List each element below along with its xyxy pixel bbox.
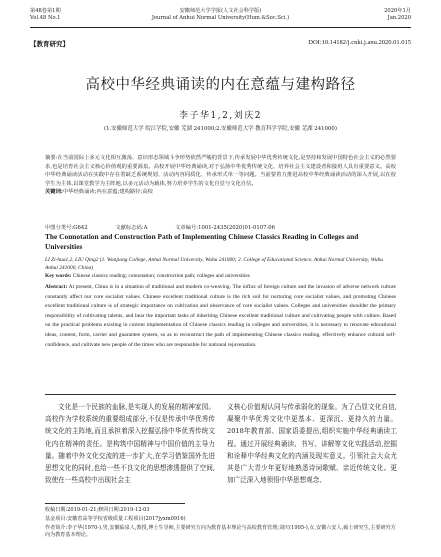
english-keywords-label: Key words: bbox=[45, 273, 72, 279]
volume-cn: 第48卷第1期 bbox=[30, 8, 61, 14]
issue-date-en: Jan.2020 bbox=[387, 15, 411, 21]
header-rule bbox=[30, 27, 411, 28]
chinese-abstract bbox=[45, 154, 396, 197]
chinese-keywords-label: 关键词: bbox=[45, 189, 63, 195]
english-abstract bbox=[45, 283, 396, 350]
classification-row bbox=[45, 223, 396, 231]
article-title: 高校中华经典诵读的内在意蕴与建构路径 bbox=[85, 77, 356, 93]
volume-en: Vol.48 No.1 bbox=[30, 15, 61, 21]
english-keywords-text: Chinese classics reading; connotation; construction path; colleges and universities bbox=[72, 273, 250, 279]
english-keywords bbox=[45, 273, 396, 279]
footnote-received: 收稿日期:2019-01-21;修回日期:2019-12-03 bbox=[45, 507, 150, 513]
english-abstract-text: At present, China is in a situation of traditional and modern co-weaving. The influx of foreign culture and the invasion of adverse network culture constantly affect our core socialist values. Chinese excellent traditional culture is the rich soil for nurturing core socialist values, and promoting Chinese excellent traditional culture is of strategic importance on cultivation and observance of core socialist values. Colleges and universities shoulder the primary responsibility of cultivating talents, and bear the important tasks of inheriting Chinese excellent traditional culture and cultivating people with culture. Based on the practical problems existing in current implementation of Chinese classics reading in colleges and universities, it is necessary to renovate educational ideas, content, form, carrier and guarantee system, so as to reconstruct the path of implementing Chinese classics reading, effectively enhance cultural self-confidence, and cultivate new people of the times who are responsible for national rejuvenation. bbox=[45, 284, 396, 348]
clc-number: 中图分类号:G642 bbox=[45, 225, 88, 231]
document-code: 文献标志码:A bbox=[115, 225, 148, 231]
english-title: The Connotation and Construction Path of Implementing Chinese Classics Reading in Colleges and Universities bbox=[45, 232, 359, 251]
footnote-author: 作者简介:李子华(1970-),男,安徽临泉人,教授,博士生导师,主要研究方向为教育基本理论与高校教育管理;刘庆(1995-),女,安徽六安人,硕士研究生,主要研究方向为教育基本理论。 bbox=[45, 525, 396, 539]
journal-name-en: Journal of Anhui Normal University(Hum.&Soc.Sci.) bbox=[151, 15, 290, 21]
chinese-keywords-text: 中华经典诵读;内在意蕴;建构路径;高校 bbox=[62, 189, 153, 195]
english-abstract-label: Abstract: bbox=[45, 284, 68, 290]
chinese-abstract-body: 摘要:在当前国际上多元文化相互激荡、意识形态领域斗争形势依然严峻的背景下,传承发展中华优秀传统文化,是坚持和发展中国特色社会主义的必然要求,也是培育社会主义核心价值观的重要源泉。高校开展中华经典诵读,对于弘扬中华优秀传统文化、培养社会主义建设者和接班人具有重要意义。高校中华经典诵读活动在实践中存在着缺乏系统规划、活动内容同质化、传承形式单一等问题。当前要着力推进高校中华经典诵读活动的深入开展,以在校学生为主体,以课堂教学为主阵地,以多元活动为载体,努力培养学生的文化自觉与文化自信。 bbox=[45, 155, 396, 187]
article-authors: 李子华1,2,刘庆2 bbox=[179, 111, 262, 121]
author-affiliation: (1.安徽师范大学 皖江学院,安徽 芜湖 241000;2.安徽师范大学 教育科学学院,安徽 芜湖 241000) bbox=[104, 126, 337, 132]
column-tag: 【教育研究】 bbox=[30, 40, 69, 48]
footnote-rule bbox=[45, 503, 185, 504]
issue-date bbox=[384, 8, 411, 22]
journal-name-cn: 安徽师范大学学报(人文社会科学版) bbox=[179, 8, 262, 14]
article-number: 文章编号:1001-2435(2020)01-0107-06 bbox=[175, 225, 275, 231]
section-separator bbox=[45, 394, 396, 395]
issue-date-cn: 2020年1月 bbox=[384, 8, 411, 14]
footnote-fund: 基金项目:安徽省高等学校省级质量工程项目(2017jyxm0916) bbox=[45, 516, 186, 522]
chinese-keywords bbox=[45, 188, 396, 197]
doi: DOI:10.14182/j.cnki.j.anu.2020.01.015 bbox=[308, 39, 411, 46]
journal-name bbox=[30, 8, 411, 22]
body-column-right: 义核心价值观认同与传承弱化的现象。为了凸显文化自信,凝聚中华优秀文化中更基本、更深沉、更持久的力量。2018年教育部、国家语委提出,组织实施中华经典诵读工程。通过开展经典诵读、书写、讲解等文化实践活动,挖掘和诠释中华经典文化的内涵及现实意义。引领社会大众尤其是广大青少年更好地熟悉诗词歌赋、亲近传统文化。更加广泛深入地领悟中华思想观念、 bbox=[227, 403, 397, 485]
english-authors: LI Zi-hua1,2, LIU Qing2 (1. Wanjiang College, Anhui Normal University, Wuhu 241000; 2. College of Educational Science, Anhui Normal University, Wuhu Anhui 241000, China) bbox=[45, 257, 383, 271]
body-column-left: 文化是一个民族的血脉,是实现人的发展的精神家园。高校作为学校系统的重要组成部分,不仅是传承中华优秀传统文化的主阵地,而且承担着深入挖掘弘扬中华优秀传统文化内在精神的责任。是构筑中国精神与中国价值的主导力量。随着中外文化交流的进一步扩大,在学习借鉴国外先进思想文化的同时,也给一些不良文化的思想渗透提供了空间,致使在一些高校中出现社会主 bbox=[45, 403, 215, 485]
